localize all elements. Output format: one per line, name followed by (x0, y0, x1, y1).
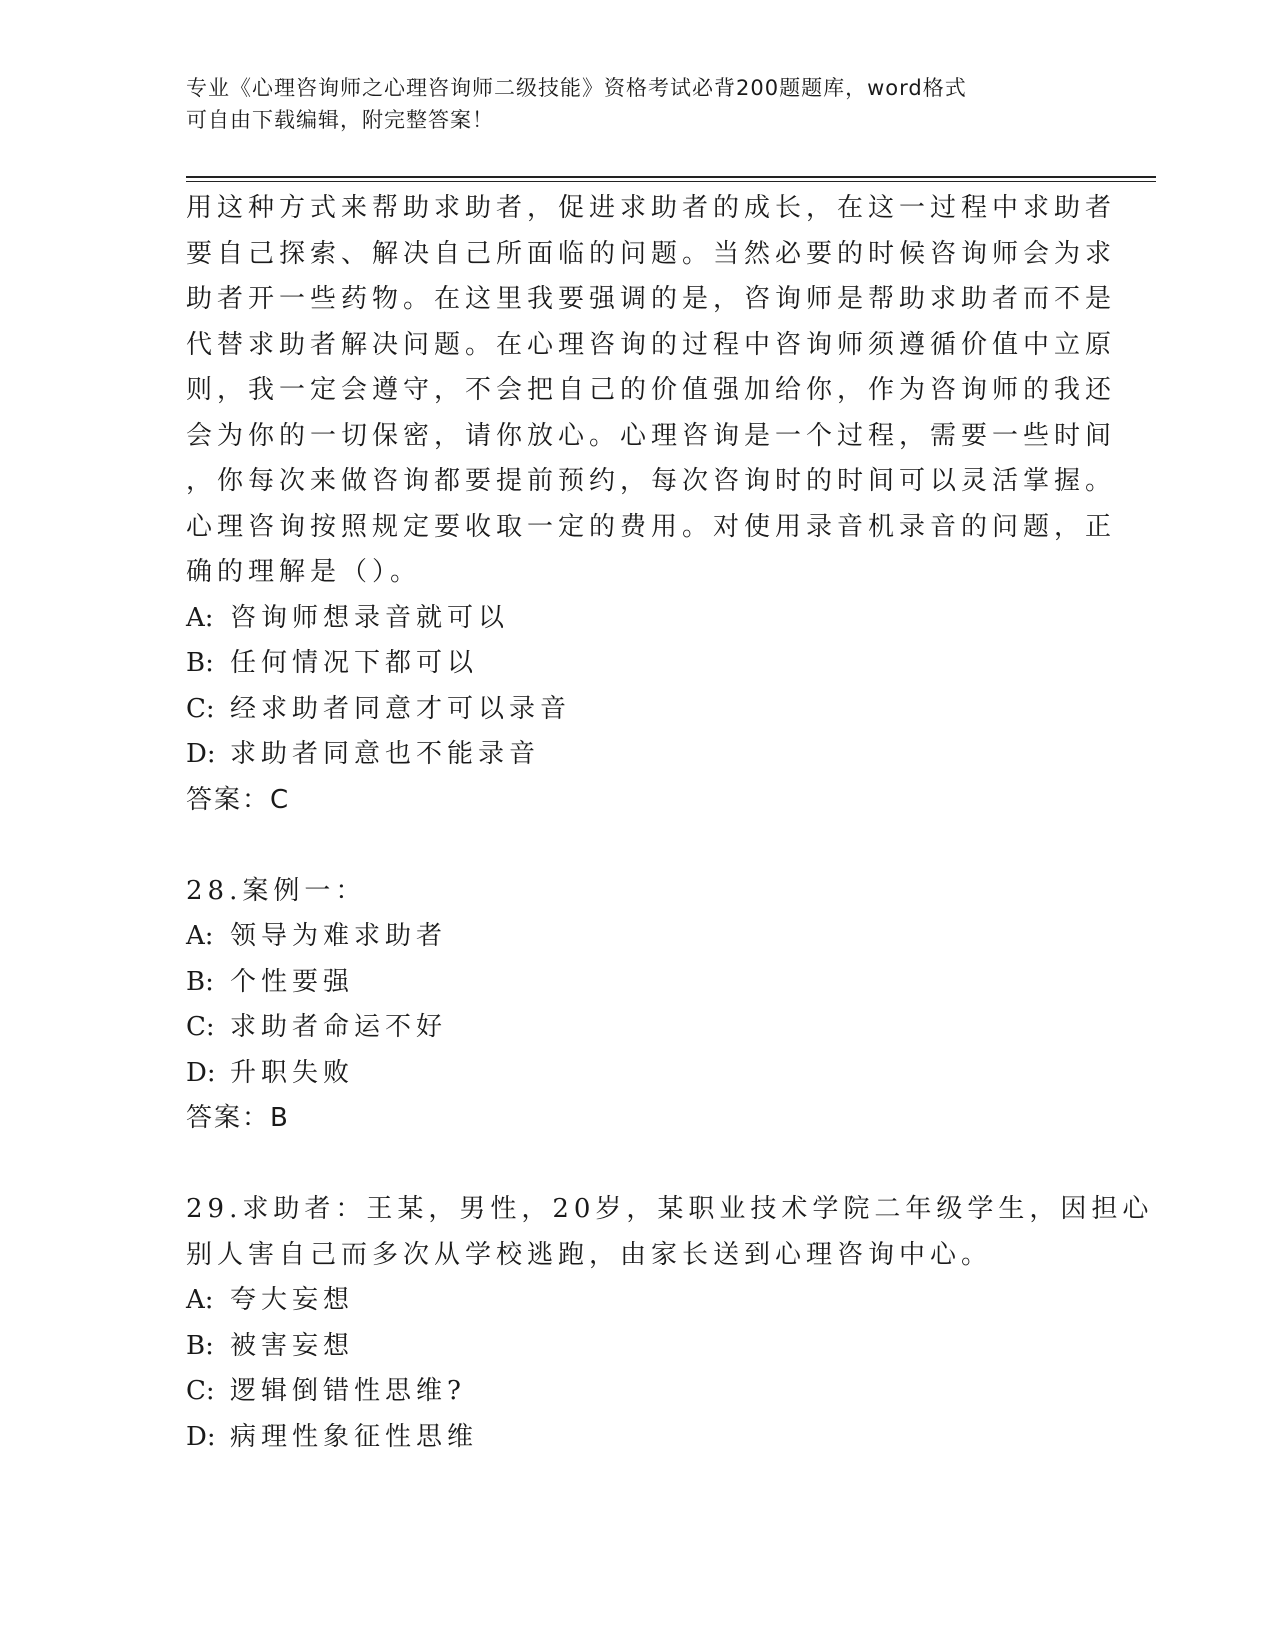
stem-line: 确的理解是（）。 (186, 557, 422, 587)
option-c (186, 1005, 1086, 1051)
stem-line: 别人害自己而多次从学校逃跑，由家长送到心理咨询中心。 (186, 1239, 993, 1270)
option-letter: C: (186, 1012, 215, 1042)
stem-line: 要自己探索、解决自己所面临的问题。当然必要的时候咨询师会为求 (186, 238, 1117, 269)
document-body (186, 186, 1154, 1460)
option-text: 求助者同意也不能录音 (230, 739, 541, 769)
option-letter: B: (186, 966, 214, 997)
question-27-options (186, 596, 1086, 778)
stem-line: ，你每次来做咨询都要提前预约，每次咨询时的时间可以灵活掌握。 (186, 466, 1117, 496)
option-text: 病理性象征性思维 (230, 1421, 479, 1452)
header-divider (186, 176, 1156, 182)
option-text: 求助者命运不好 (230, 1012, 448, 1042)
header-title-line-1: 专业《心理咨询师之心理咨询师二级技能》资格考试必背200题题库，word格式 (186, 76, 967, 100)
option-text: 逻辑倒错性思维? (230, 1376, 466, 1406)
stem-line: 29.求助者：王某，男性，20岁，某职业技术学院二年级学生，因担心 (186, 1194, 1154, 1224)
option-c (186, 1369, 1086, 1415)
option-text: 领导为难求助者 (230, 921, 448, 951)
stem-line: 用这种方式来帮助求助者，促进求助者的成长，在这一过程中求助者 (186, 193, 1117, 223)
stem-line: 会为你的一切保密，请你放心。心理咨询是一个过程，需要一些时间 (186, 420, 1117, 451)
stem-line: 心理咨询按照规定要收取一定的费用。对使用录音机录音的问题，正 (186, 511, 1117, 542)
option-letter: A: (186, 921, 214, 951)
question-28-answer: 答案：B (186, 1103, 290, 1133)
spacer (186, 1142, 1086, 1188)
page-header (186, 72, 1086, 136)
option-letter: C: (186, 1376, 215, 1406)
option-text: 咨询师想录音就可以 (230, 602, 510, 633)
option-b (186, 641, 1086, 687)
option-a (186, 914, 1086, 960)
spacer (186, 823, 1086, 869)
option-text: 夸大妄想 (230, 1285, 355, 1315)
stem-line: 助者开一些药物。在这里我要强调的是，咨询师是帮助求助者而不是 (186, 284, 1117, 314)
question-29-stem (186, 1187, 1154, 1278)
question-27-stem (186, 186, 1117, 596)
option-d (186, 1051, 1086, 1097)
option-letter: D: (186, 1057, 216, 1088)
option-letter: A: (186, 1285, 214, 1315)
option-letter: D: (186, 1421, 216, 1452)
option-b (186, 1324, 1086, 1370)
option-text: 个性要强 (230, 966, 355, 997)
header-title-line-2: 可自由下载编辑，附完整答案！ (186, 108, 494, 132)
option-letter: D: (186, 739, 216, 769)
option-c (186, 687, 1086, 733)
stem-line: 则，我一定会遵守，不会把自己的价值强加给你，作为咨询师的我还 (186, 375, 1117, 405)
question-27-answer: 答案：C (186, 784, 291, 815)
option-d (186, 732, 1086, 778)
option-letter: A: (186, 602, 214, 633)
option-text: 任何情况下都可以 (230, 648, 479, 678)
option-letter: C: (186, 693, 215, 724)
option-text: 被害妄想 (230, 1330, 355, 1361)
option-b (186, 960, 1086, 1006)
option-letter: B: (186, 648, 214, 678)
question-29-options (186, 1278, 1086, 1460)
option-a (186, 1278, 1086, 1324)
option-text: 经求助者同意才可以录音 (230, 693, 572, 724)
option-letter: B: (186, 1330, 214, 1361)
option-d (186, 1415, 1086, 1461)
option-text: 升职失败 (230, 1057, 355, 1088)
question-28-stem: 28.案例一： (186, 875, 367, 906)
question-28-options (186, 914, 1086, 1096)
option-a (186, 596, 1086, 642)
stem-line: 代替求助者解决问题。在心理咨询的过程中咨询师须遵循价值中立原 (186, 329, 1117, 360)
